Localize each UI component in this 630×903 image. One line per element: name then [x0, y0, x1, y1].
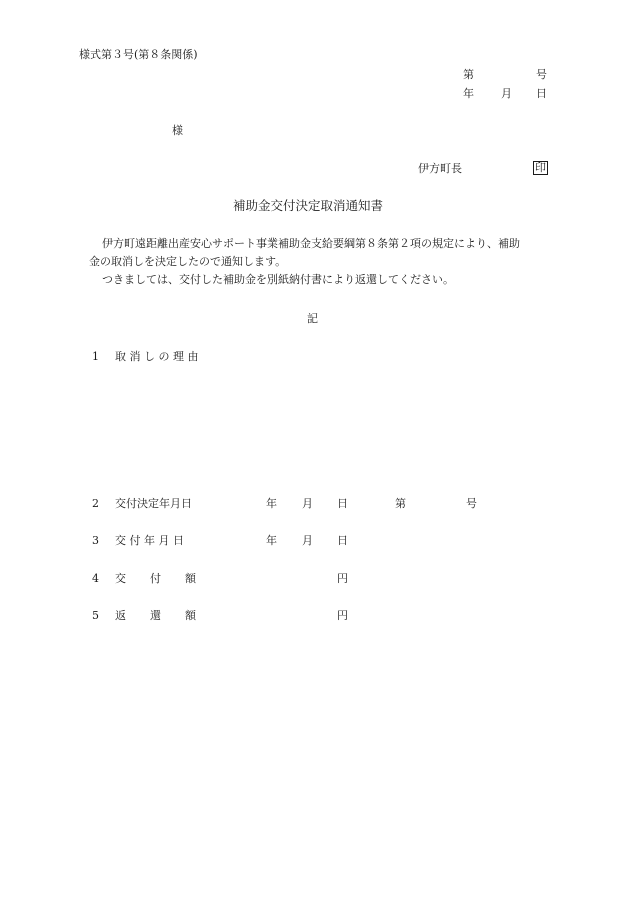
- item-5-label-c: 額: [185, 609, 196, 622]
- item-2-label: 交付決定年月日: [115, 497, 192, 510]
- addressee-honorific: 様: [172, 124, 183, 137]
- item-4-label-a: 交: [115, 572, 126, 585]
- seal-mark: [533, 161, 548, 175]
- body-line-2: 金の取消しを決定したので通知します。: [89, 255, 287, 268]
- form-number: 様式第３号(第８条関係): [79, 48, 198, 61]
- item-4-yen: 円: [337, 572, 348, 585]
- item-2-year: 年: [266, 497, 277, 510]
- doc-number-go: 号: [536, 68, 547, 81]
- item-2-dai: 第: [395, 497, 406, 510]
- item-2-day: 日: [337, 497, 348, 510]
- document-title: 補助金交付決定取消通知書: [233, 198, 384, 213]
- body-line-3: つきましては、交付した補助金を別紙納付書により返還してください。: [102, 273, 454, 286]
- item-3-month: 月: [302, 534, 313, 547]
- date-day: 日: [536, 87, 547, 100]
- body-line-1: 伊方町遠距離出産安心サポート事業補助金支給要綱第８条第２項の規定により、補助: [102, 237, 520, 250]
- item-2-number: 2: [92, 497, 99, 510]
- item-3-label: 交 付 年 月 日: [115, 534, 184, 547]
- date-month: 月: [501, 87, 512, 100]
- ki-marker: 記: [307, 312, 318, 325]
- date-year: 年: [463, 87, 474, 100]
- item-4-label-c: 額: [185, 572, 196, 585]
- item-2-go: 号: [466, 497, 477, 510]
- item-5-number: 5: [92, 609, 99, 622]
- item-5-label-a: 返: [115, 609, 126, 622]
- item-4-number: 4: [92, 572, 99, 585]
- item-3-number: 3: [92, 534, 99, 547]
- item-5-yen: 円: [337, 609, 348, 622]
- item-4-label-b: 付: [150, 572, 161, 585]
- sender-name: 伊方町長: [418, 162, 462, 175]
- seal-label: 印: [535, 161, 546, 174]
- item-5-label-b: 還: [150, 609, 161, 622]
- item-1-number: 1: [92, 350, 99, 363]
- item-3-year: 年: [266, 534, 277, 547]
- item-3-day: 日: [337, 534, 348, 547]
- item-2-month: 月: [302, 497, 313, 510]
- item-1-label: 取 消 し の 理 由: [115, 350, 199, 363]
- doc-number-dai: 第: [463, 68, 474, 81]
